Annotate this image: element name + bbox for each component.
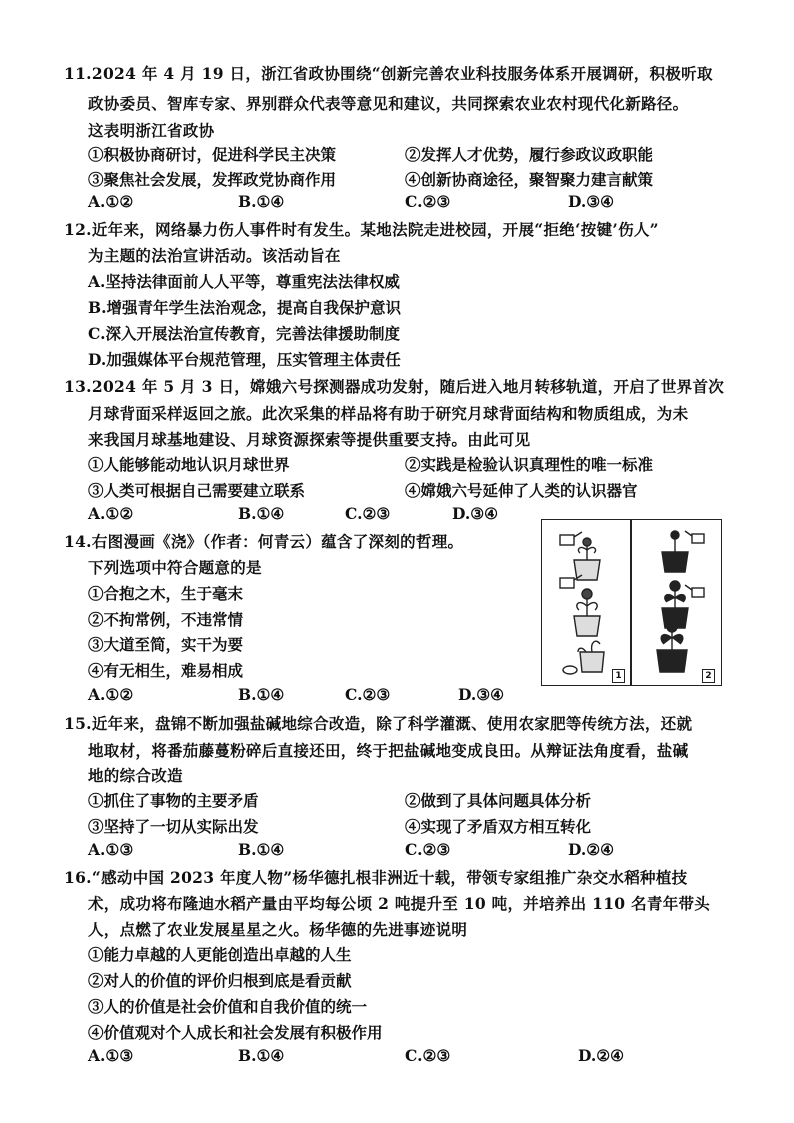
question-11-choice-d[interactable]: D.③④: [568, 192, 615, 211]
right-panel-plants: [657, 531, 704, 672]
cartoon-drawing: [542, 520, 723, 687]
question-11-stem-line-3: 这表明浙江省政协: [88, 121, 215, 140]
question-13-statement-3: ③人类可根据自己需要建立联系: [88, 481, 306, 500]
question-12-stem-line-1: 12.近年来，网络暴力伤人事件时有发生。某地法院走进校园，开展“拒绝‘按键’伤人”: [64, 220, 659, 239]
question-16-statement-4: ④价值观对个人成长和社会发展有积极作用: [88, 1023, 383, 1042]
question-16-statement-1: ①能力卓越的人更能创造出卓越的人生: [88, 945, 352, 964]
panel-label-1: 1: [612, 669, 625, 683]
question-12-choice-c[interactable]: C.深入开展法治宣传教育，完善法律援助制度: [88, 324, 400, 343]
question-11-stem-line-1: 11.2024 年 4 月 19 日，浙江省政协围绕“创新完善农业科技服务体系开展调研，积极听取: [64, 64, 713, 83]
question-11-choice-c[interactable]: C.②③: [405, 192, 451, 211]
question-14-choice-c[interactable]: C.②③: [345, 685, 391, 704]
question-15-stem-line-2: 地取材，将番茄藤蔓粉碎后直接还田，终于把盐碱地变成良田。从辩证法角度看，盐碱: [88, 741, 689, 760]
question-13-choice-b[interactable]: B.①④: [238, 504, 285, 523]
question-11-statement-1: ①积极协商研讨，促进科学民主决策: [88, 145, 337, 164]
question-16-stem-line-1: 16.“感动中国 2023 年度人物”杨华德扎根非洲近十载，带领专家组推广杂交水稻种植技: [64, 868, 688, 887]
question-12-choice-d[interactable]: D.加强媒体平台规范管理，压实管理主体责任: [88, 350, 401, 369]
question-11-choice-b[interactable]: B.①④: [238, 192, 285, 211]
question-11-stem-line-2: 政协委员、智库专家、界别群众代表等意见和建议，共同探索农业农村现代化新路径。: [88, 94, 689, 113]
question-12-choice-a[interactable]: A.坚持法律面前人人平等，尊重宪法法律权威: [88, 272, 400, 291]
question-13-choice-a[interactable]: A.①②: [88, 504, 134, 523]
question-13-stem-line-1: 13.2024 年 5 月 3 日，嫦娥六号探测器成功发射，随后进入地月转移轨道，开启了世界首次: [64, 377, 725, 396]
question-15-statement-1: ①抓住了事物的主要矛盾: [88, 791, 259, 810]
question-15-choice-d[interactable]: D.②④: [568, 840, 615, 859]
question-14-statement-1: ①合抱之木，生于毫末: [88, 584, 244, 603]
question-12-choice-b[interactable]: B.增强青年学生法治观念，提高自我保护意识: [88, 298, 401, 317]
question-13-statement-4: ④嫦娥六号延伸了人类的认识器官: [405, 481, 638, 500]
question-13-choice-d[interactable]: D.③④: [452, 504, 499, 523]
question-15-stem-line-1: 15.近年来，盘锦不断加强盐碱地综合改造，除了科学灌溉、使用农家肥等传统方法，还就: [64, 714, 693, 733]
question-14-choice-a[interactable]: A.①②: [88, 685, 134, 704]
question-13-stem-line-3: 来我国月球基地建设、月球资源探索等提供重要支持。由此可见: [88, 430, 531, 449]
question-13-statement-1: ①人能够能动地认识月球世界: [88, 455, 290, 474]
question-16-stem-line-3: 人，点燃了农业发展星星之火。杨华德的先进事迹说明: [88, 920, 468, 939]
question-14-statement-4: ④有无相生，难易相成: [88, 661, 244, 680]
question-16-choice-d[interactable]: D.②④: [578, 1046, 625, 1065]
question-13-choice-c[interactable]: C.②③: [345, 504, 391, 523]
question-16-stem-line-2: 术，成功将布隆迪水稻产量由平均每公顷 2 吨提升至 10 吨，并培养出 110 名青年带头: [88, 894, 711, 913]
question-16-choice-a[interactable]: A.①③: [88, 1046, 134, 1065]
question-14-choice-b[interactable]: B.①④: [238, 685, 285, 704]
question-12-stem-line-2: 为主题的法治宣讲活动。该活动旨在: [88, 246, 341, 265]
question-15-choice-b[interactable]: B.①④: [238, 840, 285, 859]
question-11-statement-3: ③聚焦社会发展，发挥政党协商作用: [88, 170, 337, 189]
question-14-stem-line-1: 14.右图漫画《浇》（作者：何青云）蕴含了深刻的哲理。: [64, 532, 464, 551]
question-14-stem-line-2: 下列选项中符合题意的是: [88, 558, 262, 577]
question-16-statement-3: ③人的价值是社会价值和自我价值的统一: [88, 997, 368, 1016]
question-11-statement-4: ④创新协商途径，聚智聚力建言献策: [405, 170, 654, 189]
question-16-choice-c[interactable]: C.②③: [405, 1046, 451, 1065]
question-15-statement-3: ③坚持了一切从实际出发: [88, 817, 259, 836]
question-13-statement-2: ②实践是检验认识真理性的唯一标准: [405, 455, 654, 474]
question-13-stem-line-2: 月球背面采样返回之旅。此次采集的样品将有助于研究月球背面结构和物质组成，为未: [88, 404, 689, 423]
question-11-statement-2: ②发挥人才优势，履行参政议政职能: [405, 145, 654, 164]
question-15-statement-4: ④实现了矛盾双方相互转化: [405, 817, 592, 836]
left-panel-plants: [560, 532, 604, 674]
question-14-statement-2: ②不拘常例，不违常情: [88, 610, 244, 629]
question-16-choice-b[interactable]: B.①④: [238, 1046, 285, 1065]
question-15-statement-2: ②做到了具体问题具体分析: [405, 791, 592, 810]
question-16-statement-2: ②对人的价值的评价归根到底是看贡献: [88, 971, 352, 990]
question-15-stem-line-3: 地的综合改造: [88, 766, 183, 785]
watering-cartoon: [541, 519, 722, 686]
panel-label-2: 2: [702, 669, 715, 683]
question-14-choice-d[interactable]: D.③④: [458, 685, 505, 704]
question-11-choice-a[interactable]: A.①②: [88, 192, 134, 211]
question-15-choice-a[interactable]: A.①③: [88, 840, 134, 859]
question-15-choice-c[interactable]: C.②③: [405, 840, 451, 859]
question-14-statement-3: ③大道至简，实干为要: [88, 635, 244, 654]
